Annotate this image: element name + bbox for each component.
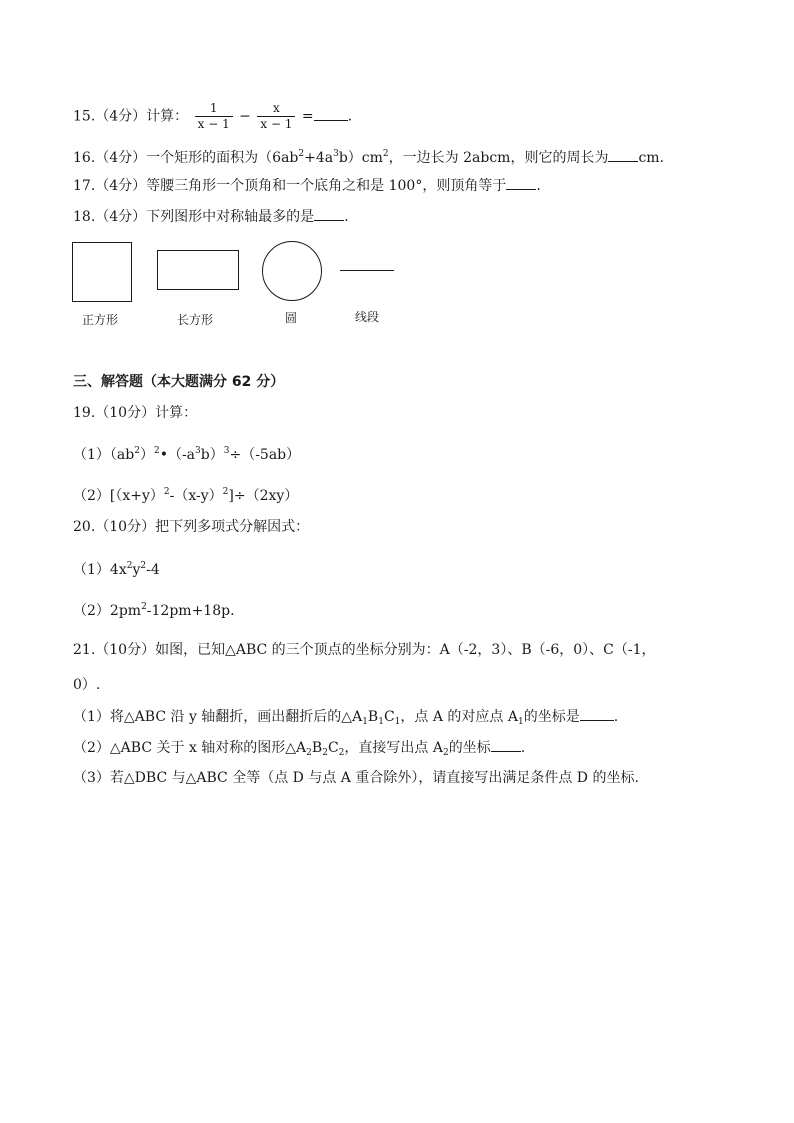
question-19-part-1 bbox=[73, 441, 300, 465]
question-21-part-3: （3）若△DBC 与△ABC 全等（点 D 与点 A 重合除外），请直接写出满足条件点 D 的坐标. bbox=[73, 770, 639, 786]
circle-figure bbox=[262, 241, 322, 301]
q20p1-sup-b: 2 bbox=[140, 561, 147, 571]
q19p2-text-a: （2）[（x+y） bbox=[73, 488, 164, 504]
question-15 bbox=[73, 101, 352, 132]
q16-text-1: 16.（4分）一个矩形的面积为（6ab bbox=[73, 150, 299, 166]
q19p1-text-c: •（-a bbox=[159, 447, 196, 463]
q21p2-sub-1: 2 bbox=[306, 748, 312, 758]
q21p1-text-b: B bbox=[367, 709, 379, 725]
q16-text-3: b）cm bbox=[338, 150, 383, 166]
q16-sup-1: 2 bbox=[298, 149, 305, 159]
q19p1-sup-b: 2 bbox=[153, 446, 160, 456]
rectangle-label: 长方形 bbox=[177, 313, 214, 327]
answer-blank bbox=[314, 206, 344, 221]
q21p2-sub-2: 2 bbox=[322, 748, 328, 758]
q20p1-text-c: -4 bbox=[146, 562, 160, 578]
fraction-2-denominator: x − 1 bbox=[257, 116, 295, 132]
q20p2-sup-a: 2 bbox=[141, 602, 147, 612]
q21p2-suffix: . bbox=[520, 740, 526, 756]
q21p2-sub-4: 2 bbox=[442, 748, 449, 758]
q19p1-sup-c: 3 bbox=[195, 446, 201, 456]
q16-sup-3: 2 bbox=[382, 149, 389, 159]
fraction-1 bbox=[195, 101, 233, 132]
answer-blank bbox=[608, 147, 638, 162]
question-19-title: 19.（10分）计算： bbox=[73, 405, 198, 421]
q15-suffix: . bbox=[347, 108, 353, 125]
q20p1-text-b: y bbox=[132, 562, 141, 578]
answer-blank bbox=[491, 737, 521, 752]
minus-sign: − bbox=[239, 108, 251, 125]
q21p1-sub-4: 1 bbox=[517, 717, 524, 727]
q18-suffix: . bbox=[344, 209, 349, 225]
question-17 bbox=[73, 175, 541, 196]
question-21-line-2: 0）. bbox=[73, 677, 101, 693]
q20p2-text-b: -12pm+18p. bbox=[146, 603, 235, 619]
q20p1-text-a: （1）4x bbox=[73, 562, 127, 578]
q19p1-text-d: b） bbox=[200, 447, 224, 463]
q21p1-sub-1: 1 bbox=[362, 717, 368, 727]
q19p2-sup-a: 2 bbox=[163, 487, 170, 497]
q19p1-sup-d: 3 bbox=[223, 446, 230, 456]
question-20-part-1 bbox=[73, 556, 160, 580]
fraction-1-denominator: x − 1 bbox=[195, 116, 233, 132]
q19p1-text-b: ） bbox=[139, 447, 154, 463]
answer-blank bbox=[506, 175, 536, 190]
square-figure bbox=[72, 242, 132, 302]
question-16 bbox=[73, 144, 664, 168]
q21p1-suffix: . bbox=[613, 709, 619, 725]
q15-prefix: 15.（4分）计算： bbox=[73, 108, 189, 125]
question-20-part-2 bbox=[73, 597, 235, 621]
q19p2-text-b: -（x-y） bbox=[169, 488, 223, 504]
q21p2-text-b: B bbox=[311, 740, 323, 756]
question-21-part-1 bbox=[73, 706, 618, 732]
q16-text-2: +4a bbox=[304, 150, 334, 166]
section-3-heading: 三、解答题（本大题满分 62 分） bbox=[73, 374, 285, 390]
segment-figure bbox=[340, 270, 394, 271]
q16-unit: cm. bbox=[638, 150, 665, 166]
q16-text-4: ，一边长为 2abcm，则它的周长为 bbox=[388, 150, 609, 166]
rectangle-figure bbox=[157, 250, 239, 290]
circle-label: 圆 bbox=[285, 311, 298, 325]
answer-blank bbox=[580, 706, 614, 721]
q20p1-sup-a: 2 bbox=[126, 561, 133, 571]
q19p1-text-e: ÷（-5ab） bbox=[229, 447, 301, 463]
question-21-line-1: 21.（10分）如图，已知△ABC 的三个顶点的坐标分别为：A（-2，3）、B（-6，0）、C（-1， bbox=[73, 642, 656, 658]
question-19-part-2 bbox=[73, 482, 298, 506]
q21p1-sub-2: 1 bbox=[378, 717, 384, 727]
q19p1-text-a: （1）（ab bbox=[73, 447, 135, 463]
q18-text: 18.（4分）下列图形中对称轴最多的是 bbox=[73, 209, 315, 225]
fraction-2 bbox=[257, 101, 295, 132]
equals-sign: = bbox=[301, 108, 314, 125]
q19p1-sup-a: 2 bbox=[134, 446, 140, 456]
q21p1-text-c: C bbox=[383, 709, 395, 725]
q21p2-text-e: 的坐标 bbox=[448, 740, 491, 756]
question-21-part-2 bbox=[73, 737, 525, 763]
q21p2-sub-3: 2 bbox=[338, 748, 345, 758]
q19p2-sup-b: 2 bbox=[222, 487, 229, 497]
q17-text: 17.（4分）等腰三角形一个顶角和一个底角之和是 100°，则顶角等于 bbox=[73, 178, 507, 194]
q21p1-text-a: （1）将△ABC 沿 y 轴翻折，画出翻折后的△A bbox=[73, 709, 363, 725]
q21p2-text-d: ，直接写出点 A bbox=[344, 740, 443, 756]
q21p1-text-e: 的坐标是 bbox=[523, 709, 580, 725]
question-20-title: 20.（10分）把下列多项式分解因式： bbox=[73, 519, 310, 535]
question-18 bbox=[73, 206, 349, 227]
q21p2-text-c: C bbox=[327, 740, 339, 756]
q21p1-sub-3: 1 bbox=[394, 717, 401, 727]
q19p2-text-c: ]÷（2xy） bbox=[228, 488, 299, 504]
q21p2-text-a: （2）△ABC 关于 x 轴对称的图形△A bbox=[73, 740, 307, 756]
answer-blank bbox=[314, 106, 348, 121]
square-label: 正方形 bbox=[82, 313, 119, 327]
fraction-1-numerator: 1 bbox=[209, 101, 218, 115]
q17-suffix: . bbox=[536, 178, 541, 194]
q20p2-text-a: （2）2pm bbox=[73, 603, 142, 619]
q21p1-text-d: ，点 A 的对应点 A bbox=[400, 709, 518, 725]
fraction-2-numerator: x bbox=[273, 101, 280, 115]
q16-sup-2: 3 bbox=[333, 149, 339, 159]
segment-label: 线段 bbox=[355, 310, 380, 324]
